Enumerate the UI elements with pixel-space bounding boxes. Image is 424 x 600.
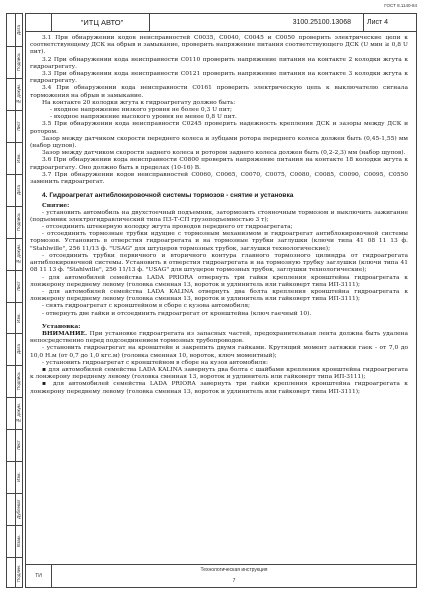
sidebar-label: Изм. [16,312,21,323]
company-name: "ИТЦ АВТО" [52,14,150,31]
sidebar-label: Дата [16,184,21,195]
footer-block [26,564,416,587]
sidebar-row-line [7,142,22,143]
sidebar-row-line [7,46,22,47]
paragraph: ▪ для автомобилей семейства LADA PRIORA завернуть три гайки крепления кронштейна гидроагрегата к лонжерону переднему левому (головка сменная 13, вороток и удлинитель или гайковерт типа ИП-3111); [30,381,408,395]
paragraph: Зазор между датчиком скорости заднего колеса и ротором заднего колеса должен быть (0,2-2,3) мм (набор щупов). [42,150,406,157]
footer-title: Технологическая инструкция [200,567,268,573]
sidebar-row-line [7,174,22,175]
paragraph: - для автомобилей семейства LADA KALINA отвернуть два болта крепления кронштейна гидроагрегата к лонжерону переднему левому (головка сменная 13, вороток и удлинитель или гайковерт типа ИП-3111); [30,288,408,303]
paragraph: - отсоединить штекерную колодку жгута проводов переднего от гидроагрегата; [42,224,293,231]
sidebar-label: № докум. [16,403,21,424]
sidebar-label: № докум. [16,83,21,104]
paragraph: Зазор между датчиком скорости переднего колеса и зубцами ротора переднего колеса должен быть (0,45-1,55) мм (набор щупов). [30,135,408,150]
paragraph: - отсоединить тормозные трубки идущие с тормозным механизмом и гидроагрегат антиблокировочной системы тормозов. Установить в отверстия гидроагрегата и на тормозные трубки заглушки (ключи типа 41 08 11 13 ф. "Stahlwille", 256 11/13 ф. "USAG" для штуцеров тормозных трубок, заглушки технологические); [30,231,408,252]
sidebar-label: Изм. [16,472,21,483]
list-item: - входное напряжение низкого уровня не более 0,3 U пит; [50,107,233,114]
sidebar-label: Лист [16,440,21,451]
sidebar-row-line [7,557,22,558]
paragraph: 3.6 При обнаружении кода неисправности C0800 проверить напряжение питания на контакте 18 колодки жгута к гидроагрегату. Оно должно быть в пределах (10-16) В. [30,157,408,171]
document-code: 3100.25100.13068 [150,14,364,31]
sidebar-row-line [7,206,22,207]
sidebar-row-line [7,270,22,271]
paragraph: На контакте 20 колодки жгута к гидроагрегату должно быть: [42,99,236,106]
paragraph: 3.5 При обнаружении кода неисправности C0245 проверить надежность крепления ДСК и зазоры между ДСК и ротором. [30,121,408,135]
subheading: Снятие: [42,202,70,210]
gost-label: ГОСТ 8.1140-84 [384,3,417,8]
warning-paragraph: ВНИМАНИЕ. При установке гидроагрегата из запасных частей, предохранительная лента должна быть удалена непосредственно перед подсоединением тормозных трубопроводов. [30,329,408,345]
sidebar-label: Подпись [16,372,21,391]
paragraph: 3.2 При обнаружении кода неисправности C0110 проверить напряжение питания на контакте 2 колодки жгута к гидроагрегату. [30,56,408,70]
sidebar-row-line [7,110,22,111]
sidebar-label: Дата [16,344,21,355]
paragraph: 3.1 При обнаружении кодов неисправностей C0035, C0040, C0045 и C0050 проверить электрические цепи к соответствующему ДСК на обрыв и замыкание, проверить напряжение питания соответствующего ДСК (U мин ≥ 0,8 U пит). [30,35,408,56]
paragraph: - для автомобилей семейства LADA PRIORA отвернуть три гайки крепления кронштейна гидроагрегата к лонжерону переднему левому (головка сменная 13, вороток и удлинитель или гайковерт типа ИП-3111); [30,274,408,288]
paragraph: ▪ для автомобилей семейства LADA KALINA завернуть два болта с шайбами крепления кронштейна гидроагрегата к лонжерону переднему левому (головка сменная 13, вороток и удлинитель или гайковерт типа ИП-3111); [30,366,408,381]
sidebar-label: Лист [16,280,21,291]
sidebar-label: № докум. [16,243,21,264]
sidebar-row-line [7,302,22,303]
paragraph: 3.3 При обнаружении кода неисправности C0121 проверить напряжение питания на контакте 3 колодки жгута к гидроагрегату. [30,71,408,85]
paragraph: - отсоединить трубки первичного и вторичного контура главного тормозного цилиндра от гидроагрегата антиблокировочной системы. Установить в отверстия гидроагрегата и на тормозную трубку заглушки (ключи типа 41 08 11 13 ф. "Stahlwille", 256 11/13 ф. "USAG" для штуцеров тормозных трубок, заглушки технологические); [30,252,408,274]
footer-page-number: 7 [232,578,236,584]
sidebar-label: Лист [16,120,21,131]
list-item: - входное напряжение высокого уровня не менее 0,8 U пит. [50,114,237,121]
warning-label: ВНИМАНИЕ. [42,329,88,337]
paragraph: - установить автомобиль на двухстоечный подъемник, затормозить стояночным тормозом и выключить зажигание (подъемник электрогидравлический типа П3-Т-СП грузоподъемностью 3 т); [30,209,408,223]
sidebar-label: Подпись [16,53,21,71]
document-body [30,35,408,396]
sidebar-label: Взам. [16,535,21,548]
title-block [26,14,416,32]
sidebar-label: Дублекат [16,499,21,519]
paragraph: - установить гидроагрегат с кронштейном в сборе на кузов автомобиля: [42,359,268,366]
sidebar-label: Изм. [16,152,21,163]
sidebar-row-line [7,525,22,526]
title-block-cell [26,14,52,31]
sidebar-row-line [7,238,22,239]
sidebar-label: Дата [16,24,21,35]
sidebar-row-line [7,78,22,79]
section-heading: 4. Гидроагрегат антиблокировочной системы тормозов - снятие и установка [42,192,294,200]
paragraph: - установить гидроагрегат на кронштейн и закрепить двумя гайками. Крутящий момент затяжки гаек - от 7,0 до 10,0 Н.м (от 0,7 до 1,0 кгс.м) (головка сменная 10, вороток, ключ моментный); [30,345,408,359]
subheading: Установка: [42,322,81,330]
paragraph: - отвернуть две гайки и отсоединить гидроагрегат от кронштейна (ключ гаечный 10). [42,310,312,317]
sidebar-label: Подлин. [16,564,21,582]
paragraph: 3.7 При обнаружении кодов неисправностей C0060, C0065, C0070, C0075, C0080, C0085, C0090, C0095, C0550 заменить гидроагрегат. [30,171,408,186]
sidebar-label: Подпись [16,212,21,231]
paragraph: - снять гидроагрегат с кронштейном в сборе с кузова автомобиля; [42,303,251,310]
footer-doc-type: ТИ [26,565,52,587]
paragraph: 3.4 При обнаружении кода неисправности C0161 проверить электрическую цепь к выключателю сигнала торможения на обрыв и замыкание. [30,85,408,99]
sheet-number: Лист 4 [367,19,389,26]
stamp-sidebar [6,13,23,588]
sidebar-row-line [7,493,22,494]
